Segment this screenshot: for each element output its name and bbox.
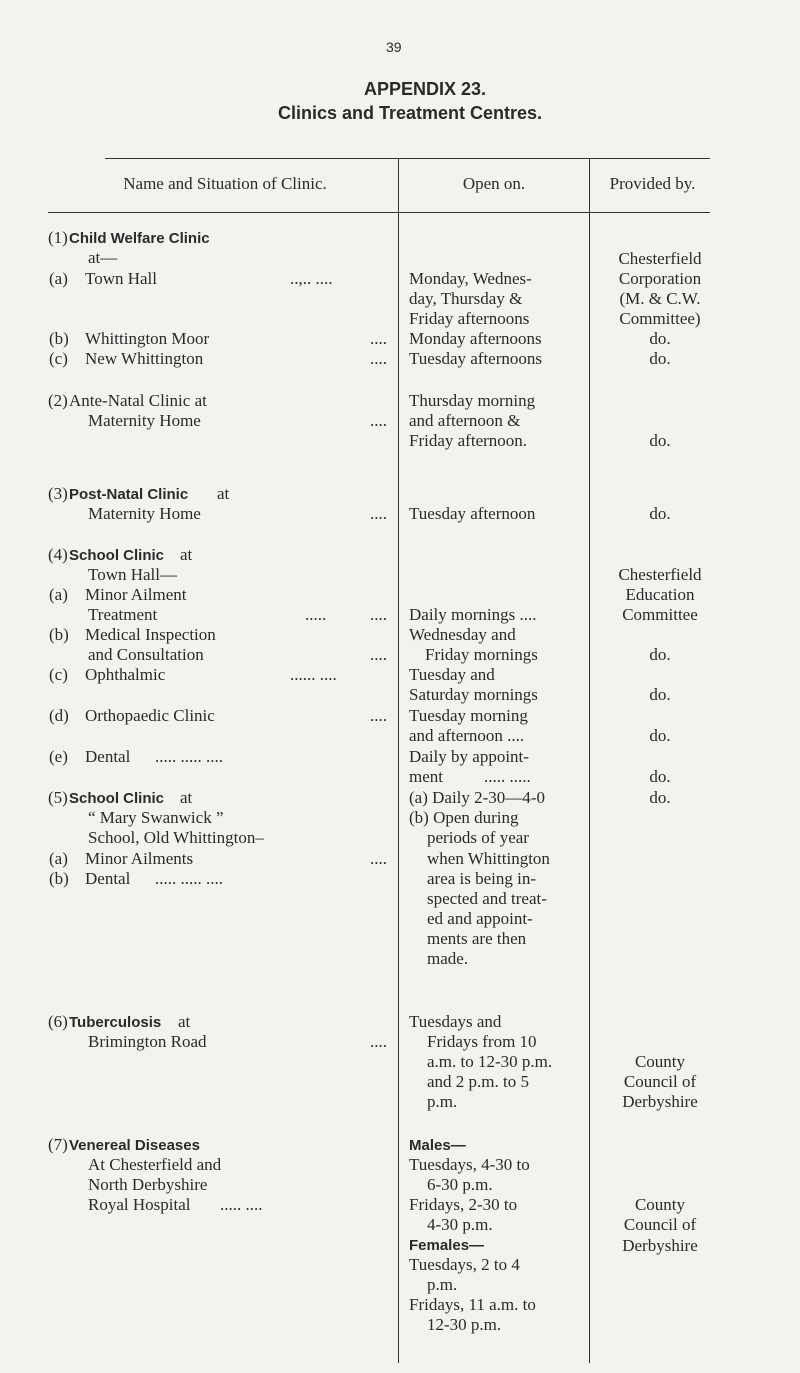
cell-text-col1-28: ..... (305, 605, 327, 624)
cell-text-col2-25: ed and appoint- (427, 909, 533, 928)
cell-text-col1-45: at (180, 788, 193, 807)
page-subtitle: Clinics and Treatment Centres. (277, 103, 543, 123)
cell-text-col3-16: County (634, 1052, 686, 1071)
cell-text-col1-38: Orthopaedic Clinic (85, 706, 215, 725)
cell-text-col1-20: .... (370, 504, 387, 523)
cell-text-col1-15: .... (370, 411, 387, 430)
cell-text-col3-1: Corporation (618, 269, 702, 288)
column-divider-1 (398, 158, 399, 1363)
cell-text-col2-37: 4-30 p.m. (427, 1215, 493, 1234)
cell-text-col1-25: (a) (49, 585, 68, 604)
cell-text-col1-39: .... (370, 706, 387, 725)
cell-text-col1-36: ...... .... (290, 665, 337, 684)
cell-text-col1-49: Minor Ailments (85, 849, 194, 868)
cell-text-col2-4: Tuesday afternoons (409, 349, 542, 368)
cell-text-col1-19: Maternity Home (88, 504, 201, 523)
cell-text-col1-44: School Clinic (69, 790, 165, 807)
cell-text-col1-23: at (180, 545, 193, 564)
cell-text-col2-32: p.m. (427, 1092, 458, 1111)
cell-text-col2-40: p.m. (427, 1275, 458, 1294)
cell-text-col1-12: (2) (48, 391, 68, 410)
cell-text-col1-22: School Clinic (69, 547, 165, 564)
cell-text-col2-35: 6-30 p.m. (427, 1175, 493, 1194)
cell-text-col2-11: Friday mornings (425, 645, 538, 664)
cell-text-col2-10: Wednesday and (409, 625, 516, 644)
cell-text-col1-54: (6) (48, 1012, 68, 1031)
cell-text-col3-4: do. (649, 329, 671, 348)
cell-text-col2-17: ment (409, 767, 443, 786)
page-number: 39 (386, 39, 402, 55)
cell-text-col1-21: (4) (48, 545, 68, 564)
cell-text-col2-7: Friday afternoon. (409, 431, 528, 450)
cell-text-col1-40: (e) (49, 747, 68, 766)
cell-text-col1-59: (7) (48, 1135, 68, 1154)
cell-text-col2-42: 12-30 p.m. (427, 1315, 502, 1334)
cell-text-col3-18: Derbyshire (622, 1092, 698, 1111)
header-provided-by: Provided by. (609, 174, 696, 193)
cell-text-col2-31: and 2 p.m. to 5 (427, 1072, 529, 1091)
cell-text-col3-15: do. (649, 788, 671, 807)
cell-text-col2-26: ments are then (427, 929, 527, 948)
cell-text-col1-37: (d) (49, 706, 69, 725)
cell-text-col1-4: Town Hall (85, 269, 157, 288)
cell-text-col2-13: Saturday mornings (409, 685, 538, 704)
cell-text-col1-48: (a) (49, 849, 68, 868)
cell-text-col2-30: a.m. to 12-30 p.m. (427, 1052, 553, 1071)
cell-text-col1-46: “ Mary Swanwick ” (88, 808, 224, 827)
cell-text-col2-9: Daily mornings .... (409, 605, 537, 624)
cell-text-col1-51: (b) (49, 869, 69, 888)
cell-text-col1-63: Royal Hospital (88, 1195, 191, 1214)
cell-text-col2-29: Fridays from 10 (427, 1032, 537, 1051)
cell-text-col1-31: Medical Inspection (85, 625, 216, 644)
cell-text-col1-8: .... (370, 329, 387, 348)
cell-text-col2-23: area is being in- (427, 869, 537, 888)
cell-text-col1-24: Town Hall— (88, 565, 177, 584)
cell-text-col2-41: Fridays, 11 a.m. to (409, 1295, 536, 1314)
cell-text-col1-32: and Consultation (88, 645, 204, 664)
cell-text-col1-11: .... (370, 349, 387, 368)
cell-text-col2-14: Tuesday morning (409, 706, 528, 725)
cell-text-col1-47: School, Old Whittington– (88, 828, 264, 847)
cell-text-col2-21: periods of year (427, 828, 529, 847)
cell-text-col3-8: Chesterfield (618, 565, 702, 584)
cell-text-col1-27: Treatment (88, 605, 158, 624)
cell-text-col2-18: ..... ..... (484, 767, 531, 786)
cell-text-col3-21: Derbyshire (622, 1236, 698, 1255)
cell-text-col1-5: ..,.. .... (290, 269, 333, 288)
cell-text-col1-62: North Derbyshire (88, 1175, 208, 1194)
cell-text-col3-6: do. (649, 431, 671, 450)
cell-text-col1-58: .... (370, 1032, 387, 1051)
cell-text-col1-9: (c) (49, 349, 68, 368)
cell-text-col1-35: Ophthalmic (85, 665, 166, 684)
cell-text-col2-24: spected and treat- (427, 889, 547, 908)
cell-text-col3-12: do. (649, 685, 671, 704)
cell-text-col1-56: at (178, 1012, 191, 1031)
cell-text-col2-8: Tuesday afternoon (409, 504, 536, 523)
cell-text-col1-29: .... (370, 605, 387, 624)
cell-text-col2-28: Tuesdays and (409, 1012, 502, 1031)
cell-text-col2-3: Monday afternoons (409, 329, 542, 348)
cell-text-col1-33: .... (370, 645, 387, 664)
cell-text-col2-36: Fridays, 2-30 to (409, 1195, 518, 1214)
cell-text-col1-18: at (217, 484, 230, 503)
cell-text-col2-27: made. (427, 949, 469, 968)
cell-text-col2-1: day, Thursday & (409, 289, 523, 308)
cell-text-col3-13: do. (649, 726, 671, 745)
cell-text-col1-7: Whittington Moor (85, 329, 210, 348)
cell-text-col2-39: Tuesdays, 2 to 4 (409, 1255, 520, 1274)
cell-text-col1-1: Child Welfare Clinic (69, 230, 210, 247)
cell-text-col2-19: (a) Daily 2-30—4-0 (409, 788, 545, 807)
cell-text-col1-57: Brimington Road (88, 1032, 207, 1051)
cell-text-col2-38: Females— (409, 1237, 485, 1254)
cell-text-col1-64: ..... .... (220, 1195, 263, 1214)
cell-text-col3-9: Education (625, 585, 695, 604)
cell-text-col2-16: Daily by appoint- (409, 747, 529, 766)
cell-text-col1-0: (1) (48, 228, 68, 247)
cell-text-col2-22: when Whittington (427, 849, 550, 868)
cell-text-col3-3: Committee) (619, 309, 701, 328)
cell-text-col1-30: (b) (49, 625, 69, 644)
cell-text-col2-2: Friday afternoons (409, 309, 530, 328)
cell-text-col1-13: Ante-Natal Clinic at (69, 391, 207, 410)
cell-text-col3-14: do. (649, 767, 671, 786)
cell-text-col2-15: and afternoon .... (409, 726, 525, 745)
header-bottom-rule (48, 212, 710, 213)
appendix-title: APPENDIX 23. (363, 79, 487, 99)
cell-text-col1-6: (b) (49, 329, 69, 348)
cell-text-col1-26: Minor Ailment (85, 585, 187, 604)
cell-text-col3-5: do. (649, 349, 671, 368)
cell-text-col1-60: Venereal Diseases (69, 1137, 200, 1154)
cell-text-col1-43: (5) (48, 788, 68, 807)
cell-text-col3-7: do. (649, 504, 671, 523)
cell-text-col3-10: Committee (622, 605, 698, 624)
cell-text-col3-19: County (634, 1195, 686, 1214)
cell-text-col1-16: (3) (48, 484, 68, 503)
cell-text-col2-0: Monday, Wednes- (409, 269, 532, 288)
cell-text-col1-50: .... (370, 849, 387, 868)
cell-text-col2-5: Thursday morning (409, 391, 536, 410)
cell-text-col1-10: New Whittington (85, 349, 204, 368)
cell-text-col3-20: Council of (623, 1215, 697, 1234)
cell-text-col2-12: Tuesday and (409, 665, 495, 684)
cell-text-col1-52: Dental (85, 869, 131, 888)
cell-text-col1-14: Maternity Home (88, 411, 201, 430)
cell-text-col1-42: ..... ..... .... (155, 747, 223, 766)
cell-text-col1-61: At Chesterfield and (88, 1155, 222, 1174)
cell-text-col2-6: and afternoon & (409, 411, 521, 430)
table-top-rule (105, 158, 710, 159)
cell-text-col1-3: (a) (49, 269, 68, 288)
cell-text-col2-20: (b) Open during (409, 808, 519, 827)
cell-text-col2-33: Males— (409, 1137, 466, 1154)
header-name-situation: Name and Situation of Clinic. (123, 174, 327, 193)
cell-text-col3-0: Chesterfield (618, 249, 702, 268)
cell-text-col2-34: Tuesdays, 4-30 to (409, 1155, 530, 1174)
cell-text-col1-55: Tuberculosis (69, 1014, 162, 1031)
cell-text-col3-17: Council of (623, 1072, 697, 1091)
header-open-on: Open on. (462, 174, 526, 193)
cell-text-col3-11: do. (649, 645, 671, 664)
cell-text-col1-41: Dental (85, 747, 131, 766)
cell-text-col3-2: (M. & C.W. (619, 289, 701, 308)
cell-text-col1-17: Post-Natal Clinic (69, 486, 189, 503)
cell-text-col1-34: (c) (49, 665, 68, 684)
cell-text-col1-2: at— (88, 248, 118, 267)
cell-text-col1-53: ..... ..... .... (155, 869, 223, 888)
